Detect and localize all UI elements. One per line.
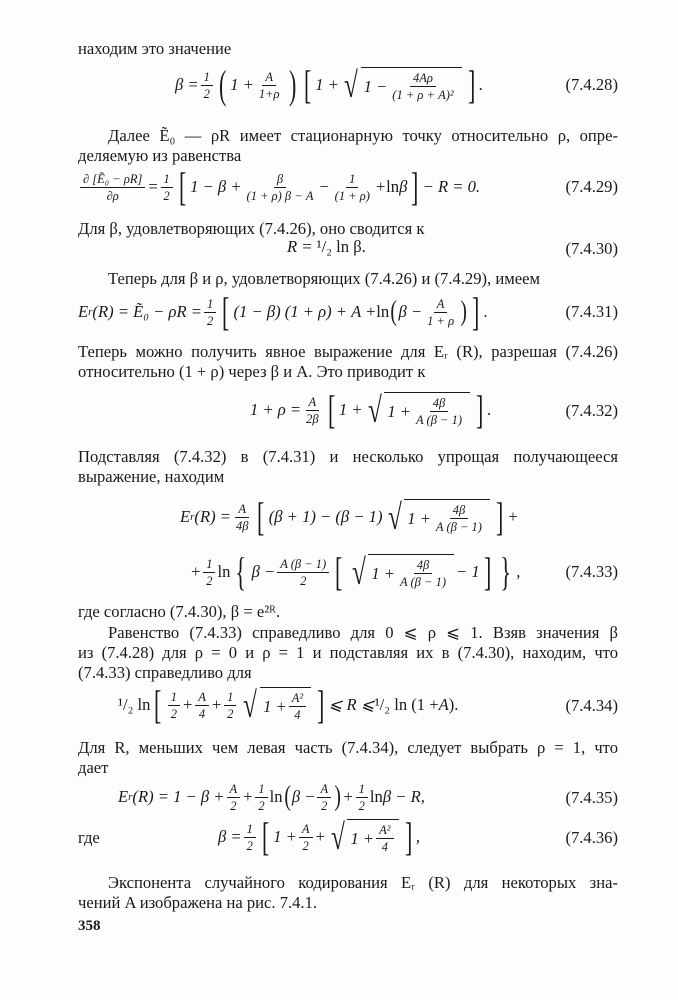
- equation-number: (7.4.35): [565, 788, 618, 807]
- equation-7-4-30: R = ¹/₂ ln β.: [287, 237, 366, 256]
- equation-7-4-28: β = $\frac{1}{2}$ ( 1 + $\frac{A}{1+\rho}$ ) [ 1 + √ 1 − $\frac{4A\rho}{\text{(1 + ρ + A)²}}$ ] .: [175, 62, 484, 107]
- text-line: где согласно (7.4.30), β = e²ᴿ.: [78, 602, 281, 621]
- equation-7-4-33-line-1: E r (R) = $\frac{A}{4\beta}$ [ (β + 1) − (β − 1) √ 1 + $\frac{4\beta}{A (\beta - 1)}$ ] +: [180, 494, 519, 539]
- text-line: где: [78, 828, 100, 847]
- equation-number: (7.4.34): [565, 696, 618, 715]
- equation-7-4-33-line-2: + $\frac{1}{2}$ ln { β − $\frac{A (\beta - 1)}{2}$ [ √ 1 + $\frac{4\beta}{A (\beta - 1)}$ − 1 ] } ,: [190, 549, 521, 594]
- text-line: дает: [78, 758, 109, 777]
- equation-7-4-31: E r (R) = Ẽ₀ − ρR = $\frac{1}{2}$ [ (1 − β) (1 + ρ) + A + ln ( β − $\frac{A}{1 + \rho}$ ) ] .: [78, 289, 488, 334]
- page-number: 358: [78, 918, 101, 934]
- text-line: деляемую из равенства: [78, 146, 242, 165]
- equation-number: (7.4.33): [565, 562, 618, 581]
- text-line: (7.4.33) справедливо для: [78, 663, 252, 682]
- text-line: находим это значение: [78, 39, 232, 58]
- text-line: относительно (1 + ρ) через β и A. Это приводит к: [78, 362, 426, 381]
- equation-number: (7.4.30): [565, 239, 618, 258]
- text-line: чений A изображена на рис. 7.4.1.: [78, 893, 318, 912]
- equation-7-4-34: ¹/₂ ln [ $\frac{1}{2}$ + $\frac{A}{4}$ + $\frac{1}{2}$ √ 1 + $\frac{\text{A²}}{4}$ ] ⩽ R ⩽ ¹/₂ ln (1 + A ).: [118, 682, 459, 727]
- equation-number: (7.4.32): [565, 401, 618, 420]
- text-line: Подставляя (7.4.32) в (7.4.31) и несколько упрощая получающееся: [78, 447, 618, 466]
- text-line: выражение, находим: [78, 467, 225, 486]
- equation-number: (7.4.36): [565, 828, 618, 847]
- text-line: Далее Ẽ₀ — ρR имеет стационарную точку относительно ρ, опре-: [108, 126, 618, 145]
- equation-7-4-29: $\frac{\text{∂ [Ẽ₀ − ρR]}}{\partial\rho}$ = $\frac{1}{2}$ [ 1 − β + $\frac{\beta}{(1 + \rho) \beta - A}$ − $\frac{1}{(1 + \rho)}$ + ln β ] − R = 0.: [78, 160, 480, 214]
- equation-number: (7.4.28): [565, 75, 618, 94]
- equation-7-4-36: β = $\frac{1}{2}$ [ 1 + $\frac{A}{2}$ + √ 1 + $\frac{\text{A²}}{4}$ ] ,: [218, 814, 420, 859]
- equation-7-4-35: E r (R) = 1 − β + $\frac{A}{2}$ + $\frac{1}{2}$ ln ( β − $\frac{A}{2}$ ) + $\frac{1}{2}$ ln β − R,: [118, 781, 425, 813]
- text-line: Теперь для β и ρ, удовлетворяющих (7.4.26) и (7.4.29), имеем: [108, 269, 540, 288]
- text-line: Для R, меньших чем левая часть (7.4.34), следует выбрать ρ = 1, что: [78, 738, 618, 757]
- text-line: из (7.4.28) для ρ = 0 и ρ = 1 и подставляя их в (7.4.30), находим, что: [78, 643, 618, 662]
- equation-7-4-32: 1 + ρ = $\frac{A}{2\beta}$ [ 1 + √ 1 + $\frac{4\beta}{A (\beta - 1)}$ ] .: [250, 387, 492, 432]
- text-line: Экспонента случайного кодирования Eᵣ (R) для некоторых зна-: [108, 873, 618, 892]
- text-line: Равенство (7.4.33) справедливо для 0 ⩽ ρ ⩽ 1. Взяв значения β: [108, 623, 618, 642]
- text-line: Теперь можно получить явное выражение для Eᵣ (R), разрешая (7.4.26): [78, 342, 618, 361]
- equation-number: (7.4.29): [565, 177, 618, 196]
- text-line: Для β, удовлетворяющих (7.4.26), оно сводится к: [78, 219, 425, 238]
- equation-number: (7.4.31): [565, 302, 618, 321]
